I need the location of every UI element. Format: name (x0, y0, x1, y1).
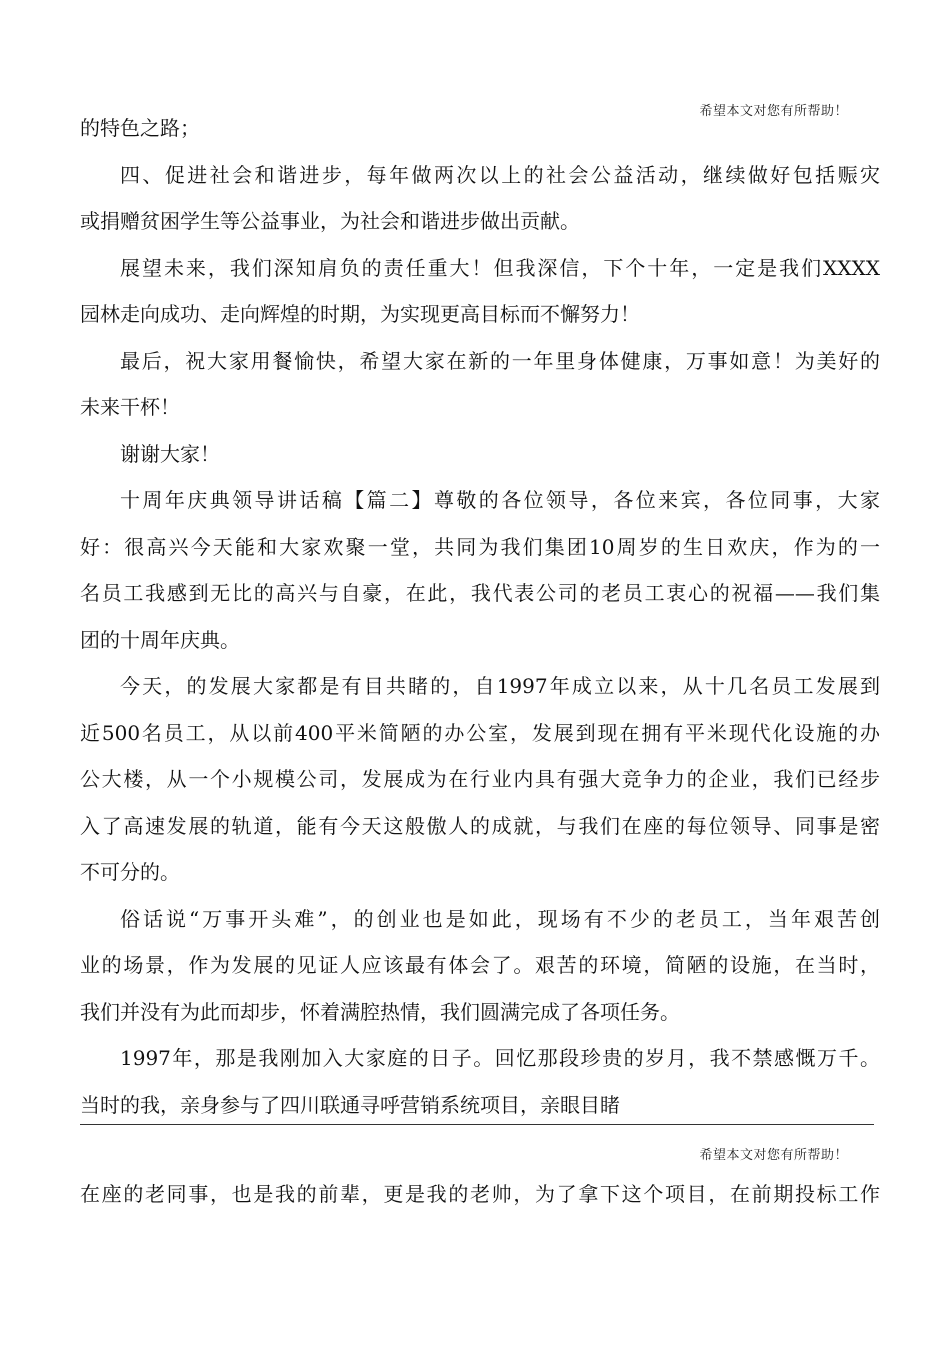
text-line: 团的十周年庆典。 (80, 627, 240, 652)
page-divider (80, 1124, 874, 1125)
text-line: 的特色之路； (80, 116, 200, 140)
text-line: 1997年，那是我刚加入大家庭的日子。回忆那段珍贵的岁月，我不禁感慨万千。 (120, 1046, 880, 1070)
text-line: 在座的老同事，也是我的前辈，更是我的老帅，为了拿下这个项目，在前期投标工作 (80, 1182, 880, 1206)
text-line: 公大楼，从一个小规模公司，发展成为在行业内具有强大竞争力的企业，我们已经步 (80, 767, 880, 791)
text-line: 四、促进社会和谐进步，每年做两次以上的社会公益活动，继续做好包括赈灾 (120, 162, 880, 187)
text-line: 当时的我，亲身参与了四川联通寻呼营销系统项目，亲眼目睹 (80, 1092, 620, 1117)
page-header-note: 希望本文对您有所帮助！ (699, 104, 848, 119)
text-line: 今天，的发展大家都是有目共睹的，自1997年成立以来，从十几名员工发展到 (120, 674, 880, 698)
text-line: 入了高速发展的轨道，能有今天这般傲人的成就，与我们在座的每位领导、同事是密 (80, 813, 880, 838)
text-line: 俗话说“万事开头难”，的创业也是如此，现场有不少的老员工，当年艰苦创 (120, 906, 880, 931)
text-line: 好：很高兴今天能和大家欢聚一堂，共同为我们集团10周岁的生日欢庆，作为的一 (80, 534, 880, 559)
text-line: 业的场景，作为发展的见证人应该最有体会了。艰苦的环境，简陋的设施，在当时， (80, 953, 880, 977)
text-line: 未来干杯！ (80, 395, 180, 419)
text-line: 十周年庆典领导讲话稿【篇二】尊敬的各位领导，各位来宾，各位同事，大家 (120, 488, 880, 512)
text-line: 名员工我感到无比的高兴与自豪，在此，我代表公司的老员工衷心的祝福——我们集 (80, 581, 880, 605)
text-line: 不可分的。 (80, 860, 180, 884)
text-line: 近500名员工，从以前400平米简陋的办公室，发展到现在拥有平米现代化设施的办 (80, 720, 880, 745)
text-line: 谢谢大家！ (120, 441, 220, 466)
page-header-note: 希望本文对您有所帮助！ (699, 1148, 848, 1163)
text-line: 最后，祝大家用餐愉快，希望大家在新的一年里身体健康，万事如意！为美好的 (120, 348, 880, 373)
text-line: 园林走向成功、走向辉煌的时期，为实现更高目标而不懈努力！ (80, 302, 640, 326)
text-line: 或捐赠贫困学生等公益事业，为社会和谐进步做出贡献。 (80, 209, 580, 233)
document-body-page-1 (80, 105, 880, 1128)
text-line: 展望未来，我们深知肩负的责任重大！但我深信，下个十年，一定是我们XXXX (120, 255, 880, 280)
text-line: 我们并没有为此而却步，怀着满腔热情，我们圆满完成了各项任务。 (80, 999, 680, 1024)
document-body-page-2 (80, 1171, 880, 1218)
